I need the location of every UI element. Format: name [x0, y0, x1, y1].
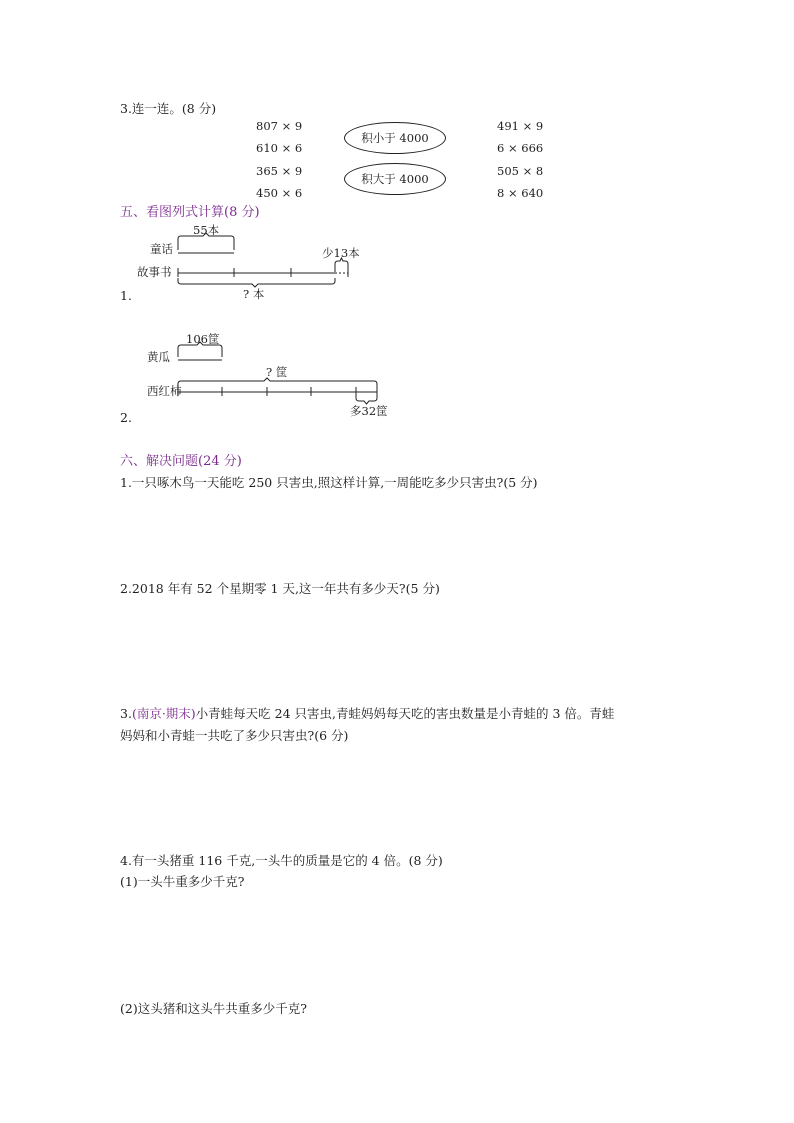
- right-expression: 6 × 666: [497, 141, 544, 155]
- d1-row1-label: 童话: [150, 242, 173, 256]
- problem-3-text: 小青蛙每天吃 24 只害虫,青蛙妈妈每天吃的害虫数量是小青蛙的 3 倍。青蛙: [195, 706, 615, 721]
- d1-right-label: 少13本: [322, 246, 360, 260]
- problem-1: 1.一只啄木鸟一天能吃 250 只害虫,照这样计算,一周能吃多少只害虫?(5 分): [120, 475, 538, 490]
- problem-3-line-2: 妈妈和小青蛙一共吃了多少只害虫?(6 分): [120, 728, 349, 743]
- problem-3-number: 3.: [120, 706, 132, 721]
- problem-3-source: (南京·期末): [131, 706, 196, 721]
- d2-top-brace: [178, 342, 222, 357]
- problem-4: 4.有一头猪重 116 千克,一头牛的质量是它的 4 倍。(8 分): [120, 853, 443, 868]
- q3-title: 3.连一连。(8 分): [120, 101, 217, 116]
- d1-row2-label: 故事书: [137, 265, 172, 279]
- right-expression: 8 × 640: [497, 186, 544, 200]
- problem-3-line-1: [120, 706, 614, 722]
- left-expression: 365 × 9: [256, 164, 303, 178]
- d1-top-label: 55本: [193, 223, 220, 237]
- left-expression: 807 × 9: [256, 119, 303, 133]
- problem-4-part-1: (1)一头牛重多少千克?: [120, 874, 245, 889]
- right-expression: 491 × 9: [497, 119, 544, 133]
- d2-number: 2.: [120, 410, 132, 425]
- d2-row2-label: 西红柿: [147, 384, 182, 398]
- left-expression: 450 × 6: [256, 186, 303, 200]
- section-5-title: 五、看图列式计算(8 分): [120, 205, 260, 220]
- problem-2: 2.2018 年有 52 个星期零 1 天,这一年共有多少天?(5 分): [120, 581, 440, 596]
- d2-mid-brace: [178, 378, 377, 388]
- right-expression: 505 × 8: [497, 164, 544, 178]
- oval-label: 积大于 4000: [361, 172, 429, 186]
- d2-bottom-label: 多32筐: [350, 404, 388, 418]
- d2-row1-label: 黄瓜: [147, 350, 170, 364]
- d1-number: 1.: [120, 288, 132, 303]
- d2-mid-label: ? 筐: [266, 365, 288, 379]
- oval-label: 积小于 4000: [361, 131, 429, 145]
- left-expression: 610 × 6: [256, 141, 303, 155]
- d2-top-label: 106筐: [186, 332, 220, 346]
- problem-4-part-2: (2)这头猪和这头牛共重多少千克?: [120, 1001, 307, 1016]
- d2-bottom-brace: [356, 396, 377, 404]
- section-6-title: 六、解决问题(24 分): [120, 454, 242, 469]
- d1-bottom-label: ? 本: [243, 287, 265, 301]
